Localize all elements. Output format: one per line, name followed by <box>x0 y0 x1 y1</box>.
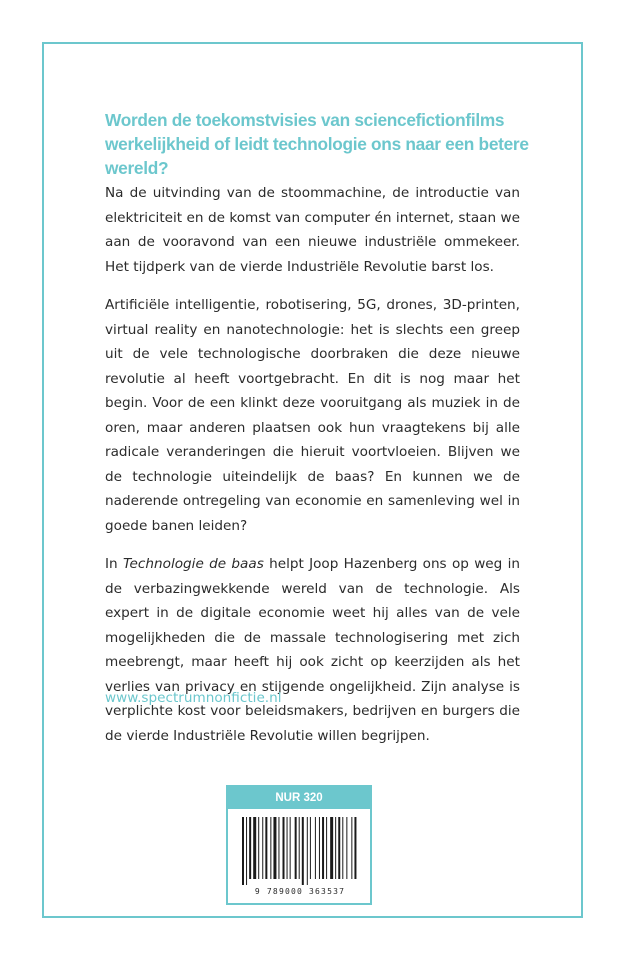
barcode-bar <box>315 817 316 879</box>
barcode-bar <box>338 817 340 879</box>
headline: Worden de toekomstvisies van sciencefictionfilms werkelijkheid of leidt technologie ons naar een betere wereld? <box>105 110 529 178</box>
paragraph-2: Artificiële intelligentie, robotisering, 5G, drones, 3D-printen, virtual reality en nanotechnologie: het is slechts een greep uit de vele technologische doorbraken die deze nieuwe revolutie al heeft voortgebracht. En dit is nog maar het begin. Voor de een klinkt deze vooruitgang als muziek in de oren, maar anderen plaatsen ook hun vraagtekens bij alle radicale veranderingen die hieruit voortvloeien. Blijven we de technologie uiteindelijk de baas? En kunnen we de naderende ontregeling van economie en samenleving wel in goede banen leiden? <box>105 297 520 534</box>
barcode-bar <box>310 817 311 879</box>
barcode-bar <box>278 817 279 879</box>
barcode-bar <box>319 817 320 879</box>
barcode-bar <box>246 817 247 885</box>
barcode-bar <box>351 817 352 879</box>
barcode-bar <box>249 817 251 879</box>
barcode-bar <box>295 817 297 879</box>
barcode-box <box>226 785 372 905</box>
barcode-bar <box>326 817 327 879</box>
barcode-bar <box>258 817 259 879</box>
barcode-bar <box>354 817 356 879</box>
barcode-bar <box>290 817 291 879</box>
barcode-bar <box>330 817 333 879</box>
barcode-bar <box>302 817 304 885</box>
barcode-bar <box>265 817 267 879</box>
paragraph-1: Na de uitvinding van de stoommachine, de introductie van elektriciteit en de komst van computer én internet, staan we aan de vooravond van een nieuwe industriële ommekeer. Het tijdperk van de vierde Industriële Revolutie barst los. <box>105 185 520 275</box>
barcode-bar <box>253 817 256 879</box>
barcode-bar <box>262 817 263 879</box>
barcode-bar <box>242 817 244 885</box>
barcode-bars <box>240 817 360 885</box>
paragraph-3-rest: helpt Joop Hazenberg ons op weg in de verbazingwekkende wereld van de technologie. Als expert in de digitale economie weet hij alles van de vele mogelijkheden die de massale technologisering met zich meebrengt, maar heeft hij ook zicht op keerzijden als het verlies van privacy en stijgende ongelijkheid. Zijn analyse is verplichte kost voor beleidsmakers, bedrijven en burgers die de vierde Industriële Revolutie willen begrijpen. <box>105 556 520 744</box>
barcode-bar <box>283 817 285 879</box>
barcode-digits: 9 789000 363537 <box>254 887 346 896</box>
book-title: Technologie de baas <box>122 556 264 572</box>
barcode-bar <box>270 817 271 879</box>
barcode-bar <box>346 817 347 879</box>
barcode-bar <box>307 817 308 885</box>
back-cover-text <box>105 181 520 748</box>
barcode-bar <box>299 817 300 879</box>
nur-label: NUR 320 <box>228 787 370 809</box>
barcode-bar <box>342 817 343 879</box>
paragraph-3-intro: In <box>105 556 118 572</box>
barcode-bar <box>335 817 336 879</box>
barcode-bar <box>322 817 324 879</box>
paragraph-3 <box>105 552 520 748</box>
barcode-bar <box>287 817 288 879</box>
barcode-bar <box>273 817 276 879</box>
publisher-website[interactable]: www.spectrumnonfictie.nl <box>105 690 282 706</box>
